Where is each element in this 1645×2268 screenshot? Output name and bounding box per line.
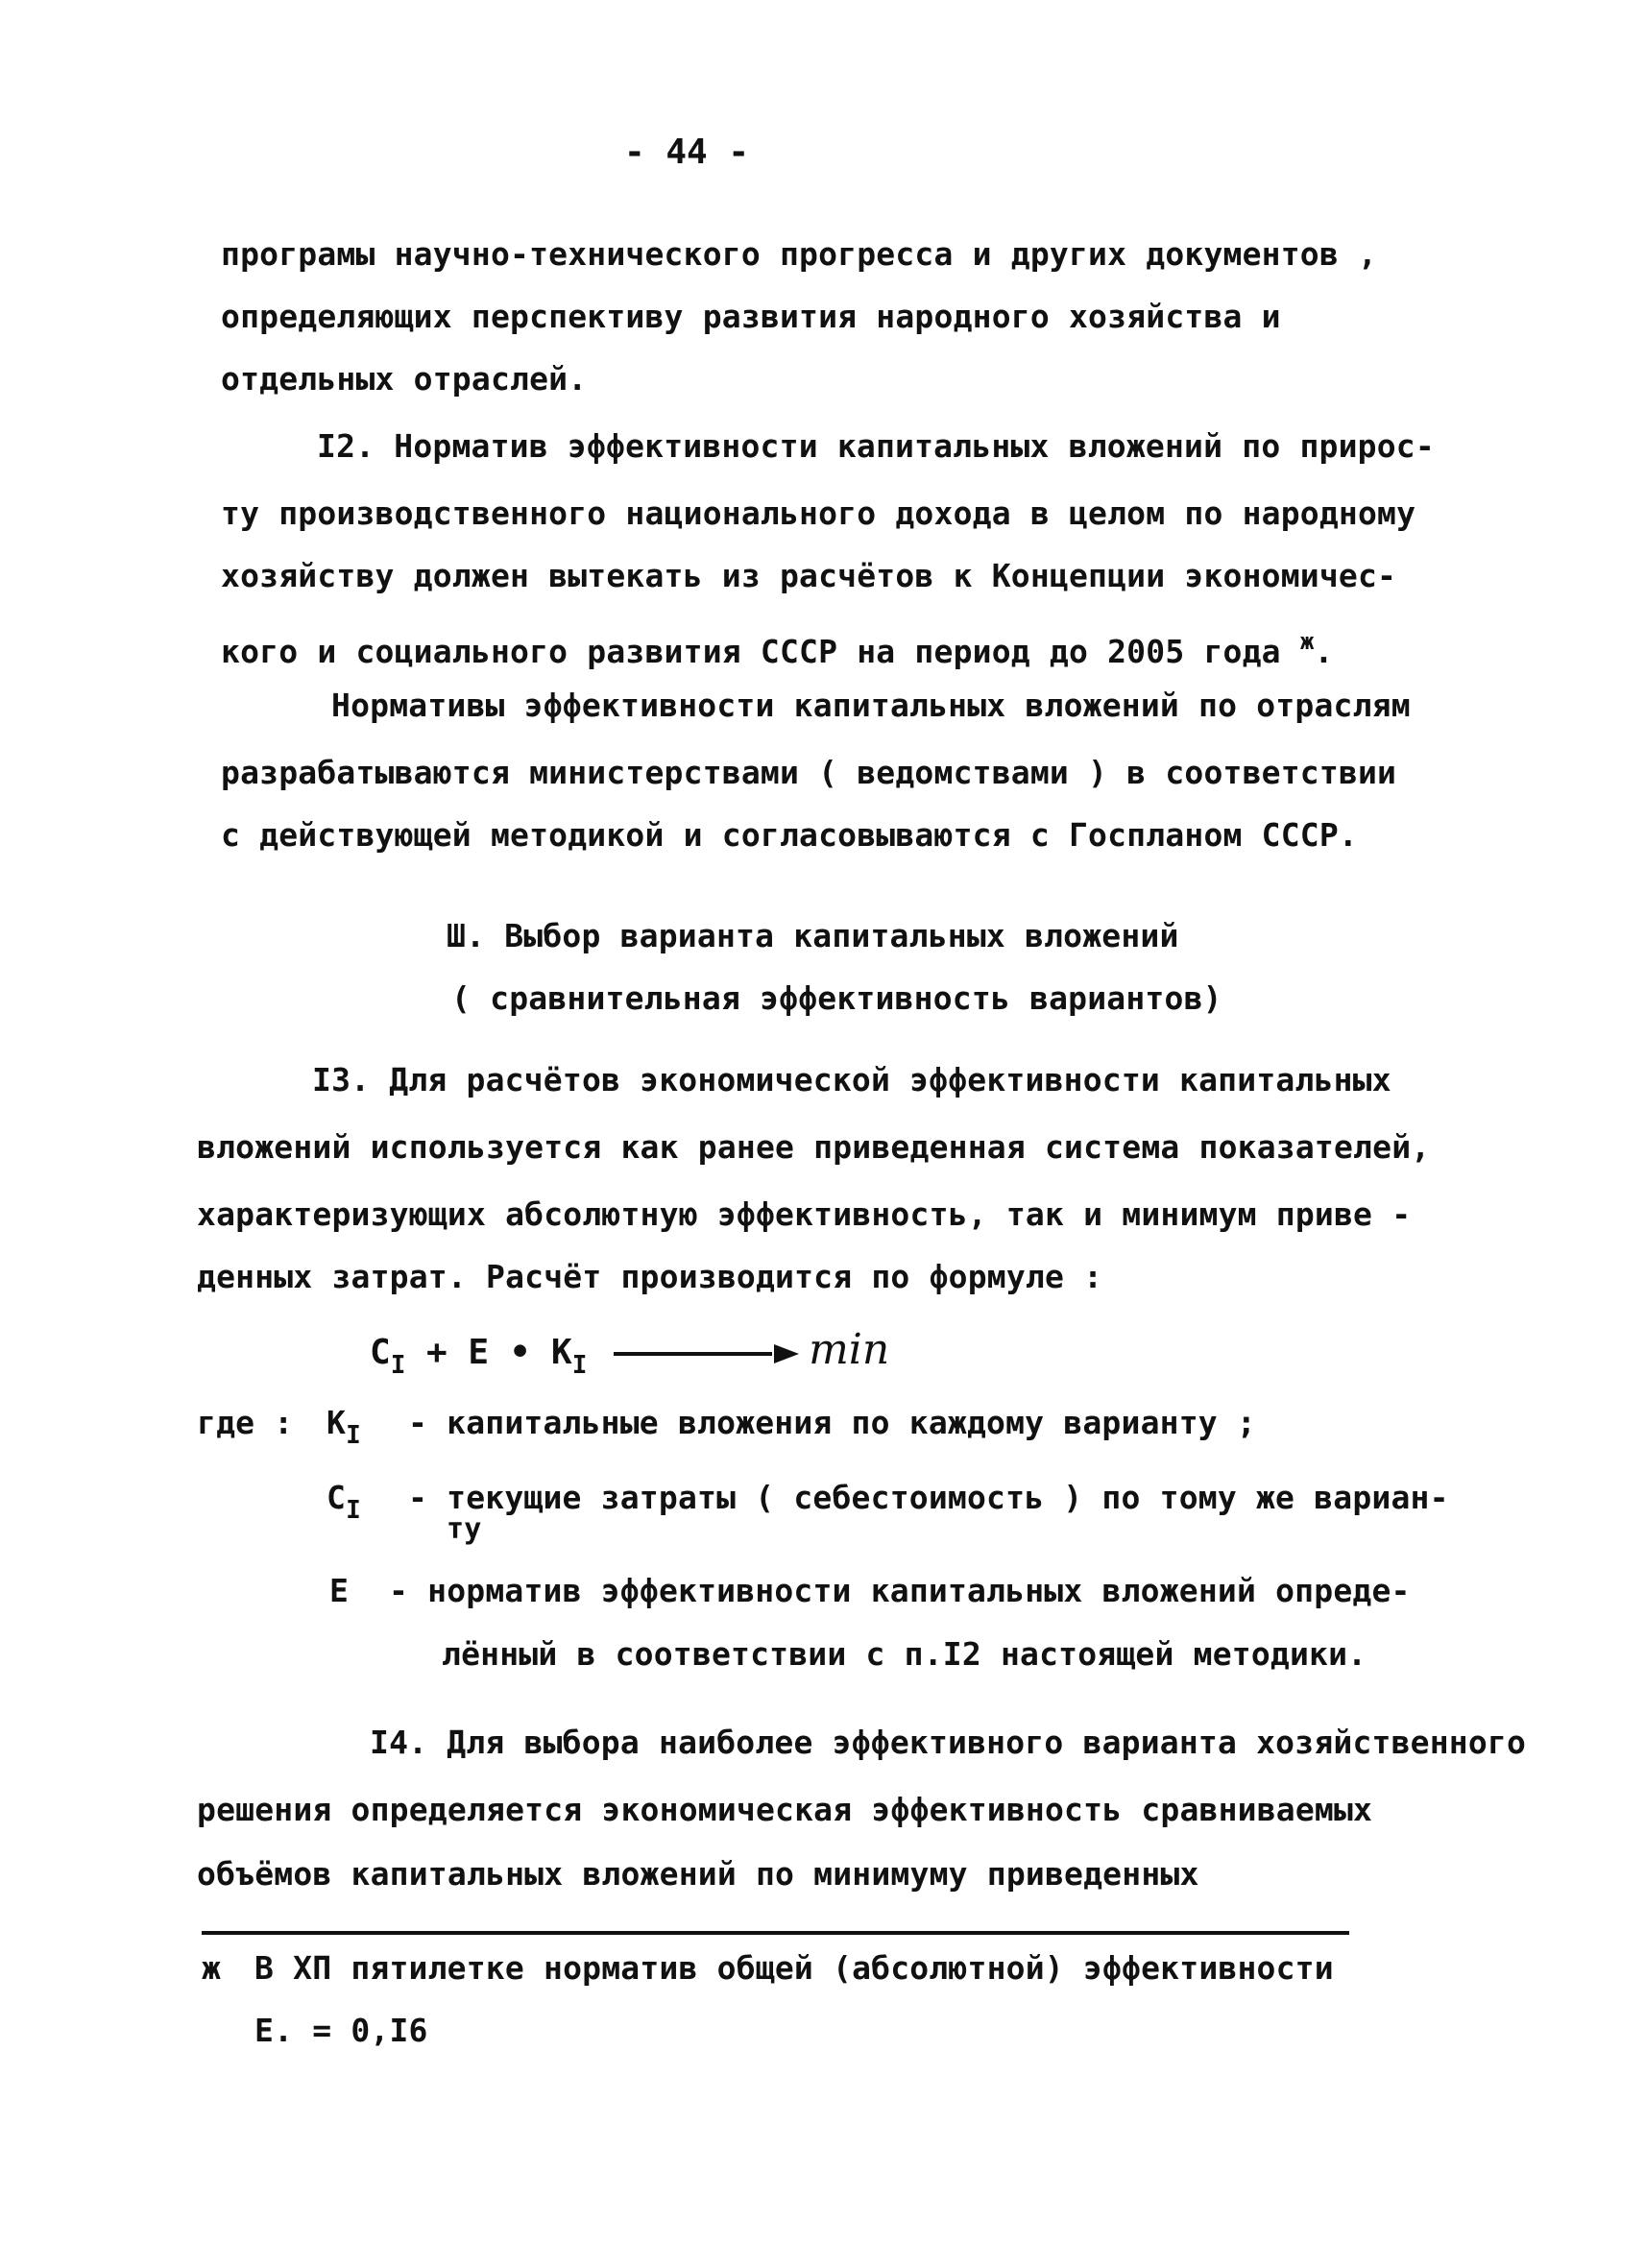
formula-c: С bbox=[370, 1333, 391, 1372]
formula-k-subscript: I bbox=[571, 1351, 588, 1380]
paragraph-norms-line-2: разрабатываются министерствами ( ведомствами ) в соответствии bbox=[221, 754, 1397, 791]
footnote-value: Е. = 0,I6 bbox=[254, 2012, 428, 2049]
arrow-right-icon bbox=[774, 1344, 799, 1363]
text-line-3: отдельных отраслей. bbox=[221, 360, 588, 398]
paragraph-13-line-3: характеризующих абсолютную эффективность, так и минимум приве - bbox=[197, 1195, 1412, 1233]
legend-e-symbol: Е bbox=[329, 1572, 350, 1609]
formula-c-subscript: I bbox=[390, 1351, 406, 1380]
paragraph-12-line-4-end: . bbox=[1314, 633, 1334, 670]
paragraph-13-line-4: денных затрат. Расчёт производится по формуле : bbox=[197, 1258, 1103, 1295]
paragraph-norms-line-3: с действующей методикой и согласовываются с Госпланом СССР. bbox=[221, 816, 1358, 854]
footnote-text: В ХП пятилетке норматив общей (абсолютной) эффективности bbox=[254, 1949, 1334, 1987]
formula bbox=[370, 1325, 889, 1380]
paragraph-12-line-3: хозяйству должен вытекать из расчётов к Концепции экономичес- bbox=[221, 557, 1397, 594]
legend-k-subscript: I bbox=[346, 1421, 361, 1450]
legend-k: К bbox=[327, 1404, 347, 1441]
legend-c-symbol bbox=[327, 1479, 361, 1530]
paragraph-14-line-2: решения определяется экономическая эффективность сравниваемых bbox=[197, 1791, 1373, 1828]
paragraph-norms-line-1: Нормативы эффективности капитальных вложений по отраслям bbox=[331, 687, 1411, 724]
legend-c-description-cont: ту bbox=[447, 1512, 482, 1546]
section-heading-line-1: Ш. Выбор варианта капитальных вложений bbox=[447, 917, 1179, 954]
legend-k-symbol bbox=[327, 1404, 361, 1455]
legend-c: С bbox=[327, 1479, 347, 1516]
text-line-2: определяющих перспективу развития народного хозяйства и bbox=[221, 298, 1281, 335]
legend-e-description: - норматив эффективности капитальных вложений опреде- bbox=[389, 1572, 1411, 1609]
legend-where: где : bbox=[197, 1404, 294, 1441]
paragraph-14-line-3: объёмов капитальных вложений по минимуму приведенных bbox=[197, 1855, 1199, 1893]
paragraph-14-line-1: I4. Для выбора наиболее эффективного варианта хозяйственного bbox=[370, 1724, 1527, 1761]
legend-c-subscript: I bbox=[346, 1496, 361, 1525]
footnote-divider bbox=[202, 1931, 1349, 1935]
paragraph-12-line-4 bbox=[221, 622, 1334, 671]
paragraph-12-line-2: ту производственного национального дохода в целом по народному bbox=[221, 495, 1416, 532]
section-heading-line-2: ( сравнительная эффективность вариантов) bbox=[451, 979, 1222, 1017]
paragraph-13-line-1: I3. Для расчётов экономической эффективности капитальных bbox=[312, 1061, 1391, 1098]
formula-plus-e-k: + Е • К bbox=[405, 1333, 572, 1372]
footnote-mark: ж bbox=[202, 1949, 222, 1987]
legend-e-description-cont: лённый в соответствии с п.I2 настоящей методики. bbox=[442, 1635, 1367, 1673]
legend-c-description: - текущие затраты ( себестоимость ) по тому же вариан- bbox=[408, 1479, 1449, 1516]
footnote-reference-mark: ж bbox=[1299, 628, 1315, 655]
arrow-line bbox=[614, 1352, 772, 1356]
page-number: - 44 - bbox=[624, 133, 750, 172]
formula-min: min bbox=[809, 1325, 890, 1374]
legend-k-description: - капитальные вложения по каждому варианту ; bbox=[408, 1404, 1256, 1441]
text-line-1: програмы научно-технического прогресса и других документов , bbox=[221, 235, 1378, 273]
paragraph-12-line-1: I2. Норматив эффективности капитальных вложений по прирос- bbox=[317, 427, 1435, 465]
paragraph-13-line-2: вложений используется как ранее приведенная система показателей, bbox=[197, 1128, 1431, 1166]
paragraph-12-line-4-text: кого и социального развития СССР на период до 2005 года bbox=[221, 633, 1281, 670]
